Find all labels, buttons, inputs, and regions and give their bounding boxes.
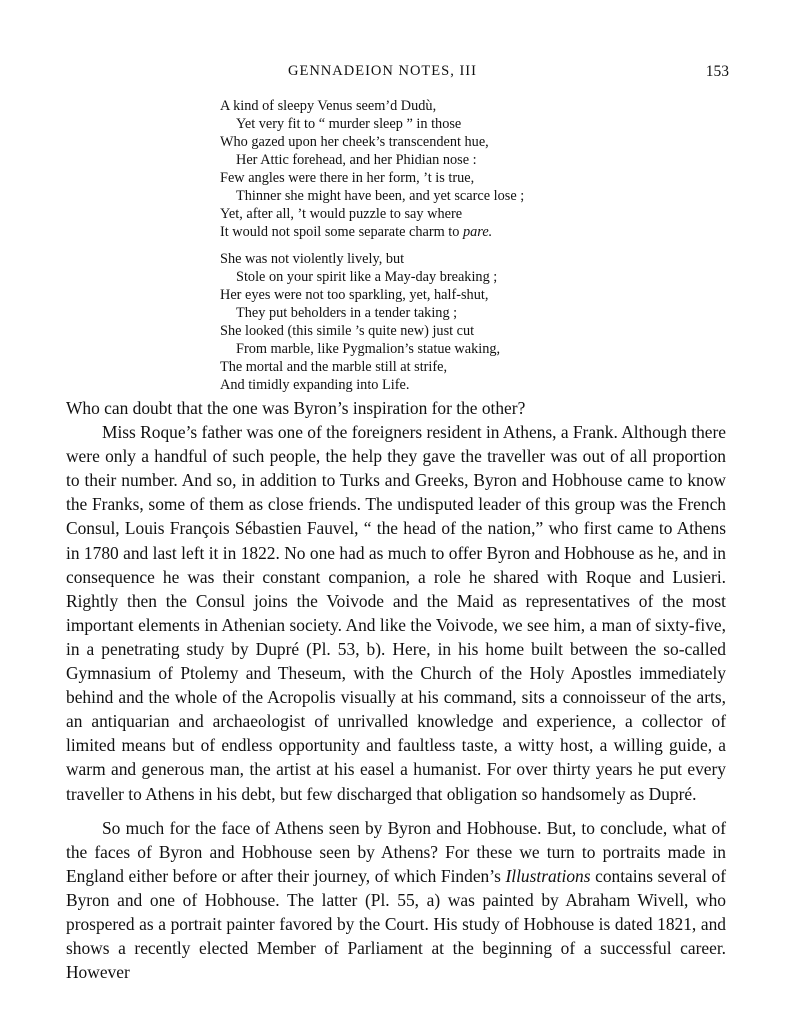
poem-line <box>220 223 650 241</box>
poem-line: Few angles were there in her form, ’t is true, <box>220 170 475 186</box>
poem-line: The mortal and the marble still at strife, <box>220 359 448 375</box>
poem-line: They put beholders in a tender taking ; <box>236 305 458 321</box>
poem-stanza <box>220 250 650 394</box>
paragraph-text: contains several of Byron and one of Hobhouse. The latter (Pl. 55, a) was painted by Abraham Wivell, who prospered as a portrait painter favored by the Court. His study of Hobhouse is dated 1821, and shows a recently elected Member of Parliament at the beginning of a successful career. However <box>66 865 726 983</box>
poem-quotation <box>220 97 650 403</box>
paragraph-gap <box>66 806 726 816</box>
running-head: GENNADEION NOTES, III <box>288 63 477 79</box>
poem-line: Thinner she might have been, and yet scarce lose ; <box>236 188 525 204</box>
poem-line: Who gazed upon her cheek’s transcendent hue, <box>220 134 489 150</box>
poem-italic-word: pare. <box>463 224 493 240</box>
poem-line: Stole on your spirit like a May-day breaking ; <box>236 269 498 285</box>
poem-line-text: It would not spoil some separate charm to <box>220 224 463 240</box>
paragraph: Who can doubt that the one was Byron’s inspiration for the other? <box>66 398 526 418</box>
poem-line: Yet, after all, ’t would puzzle to say where <box>220 206 463 222</box>
poem-stanza <box>220 97 650 241</box>
paragraph-text: So much for the face of Athens seen by Byron and Hobhouse. But, to conclude, what of the faces of Byron and Hobhouse seen by Athens? For these we turn to portraits made in England either before or after their journey, of which Finden’s <box>66 817 726 886</box>
paragraph: Miss Roque’s father was one of the foreigners resident in Athens, a Frank. Although there were only a handful of such people, the help they gave the traveller was out of all proportion to their number. And so, in addition to Turks and Greeks, Byron and Hobhouse came to know the Franks, some of them as close friends. The undisputed leader of this group was the French Consul, Louis François Sébastien Fauvel, “ the head of the nation,” who first came to Athens in 1780 and last left it in 1822. No one had as much to offer Byron and Hobhouse as he, and in consequence he was their constant companion, a role he shared with Roque and Lusieri. Rightly then the Consul joins the Voivode and the Maid as representatives of the most important elements in Athenian society. And like the Voivode, we see him, a man of sixty-five, in a penetrating study by Dupré (Pl. 53, b). Here, in his home built between the so-called Gymnasium of Ptolemy and Theseum, with the Church of the Holy Apostles immediately behind and the whole of the Acropolis visually at his command, sits a connoisseur of the arts, an antiquarian and archaeologist of unrivalled knowledge and experience, a collector of limited means but of endless opportunity and faultless taste, a witty host, a willing guide, a warm and generous man, the artist at his easel a humanist. For over thirty years he put every traveller to Athens in his debt, but few discharged that obligation so handsomely as Dupré. <box>66 422 726 804</box>
paragraph <box>66 816 726 985</box>
poem-line: From marble, like Pygmalion’s statue waking, <box>236 341 501 357</box>
poem-line: Her eyes were not too sparkling, yet, half-shut, <box>220 287 489 303</box>
poem-line: She looked (this simile ’s quite new) just cut <box>220 323 475 339</box>
poem-line: A kind of sleepy Venus seem’d Dudù, <box>220 98 437 114</box>
body-text <box>66 396 726 984</box>
book-title: Illustrations <box>505 865 591 886</box>
poem-line: Yet very fit to “ murder sleep ” in those <box>236 116 462 132</box>
poem-line: She was not violently lively, but <box>220 251 405 267</box>
page-header <box>0 63 789 85</box>
page-number: 153 <box>705 63 729 80</box>
poem-line: And timidly expanding into Life. <box>220 377 410 393</box>
poem-line: Her Attic forehead, and her Phidian nose : <box>236 152 477 168</box>
